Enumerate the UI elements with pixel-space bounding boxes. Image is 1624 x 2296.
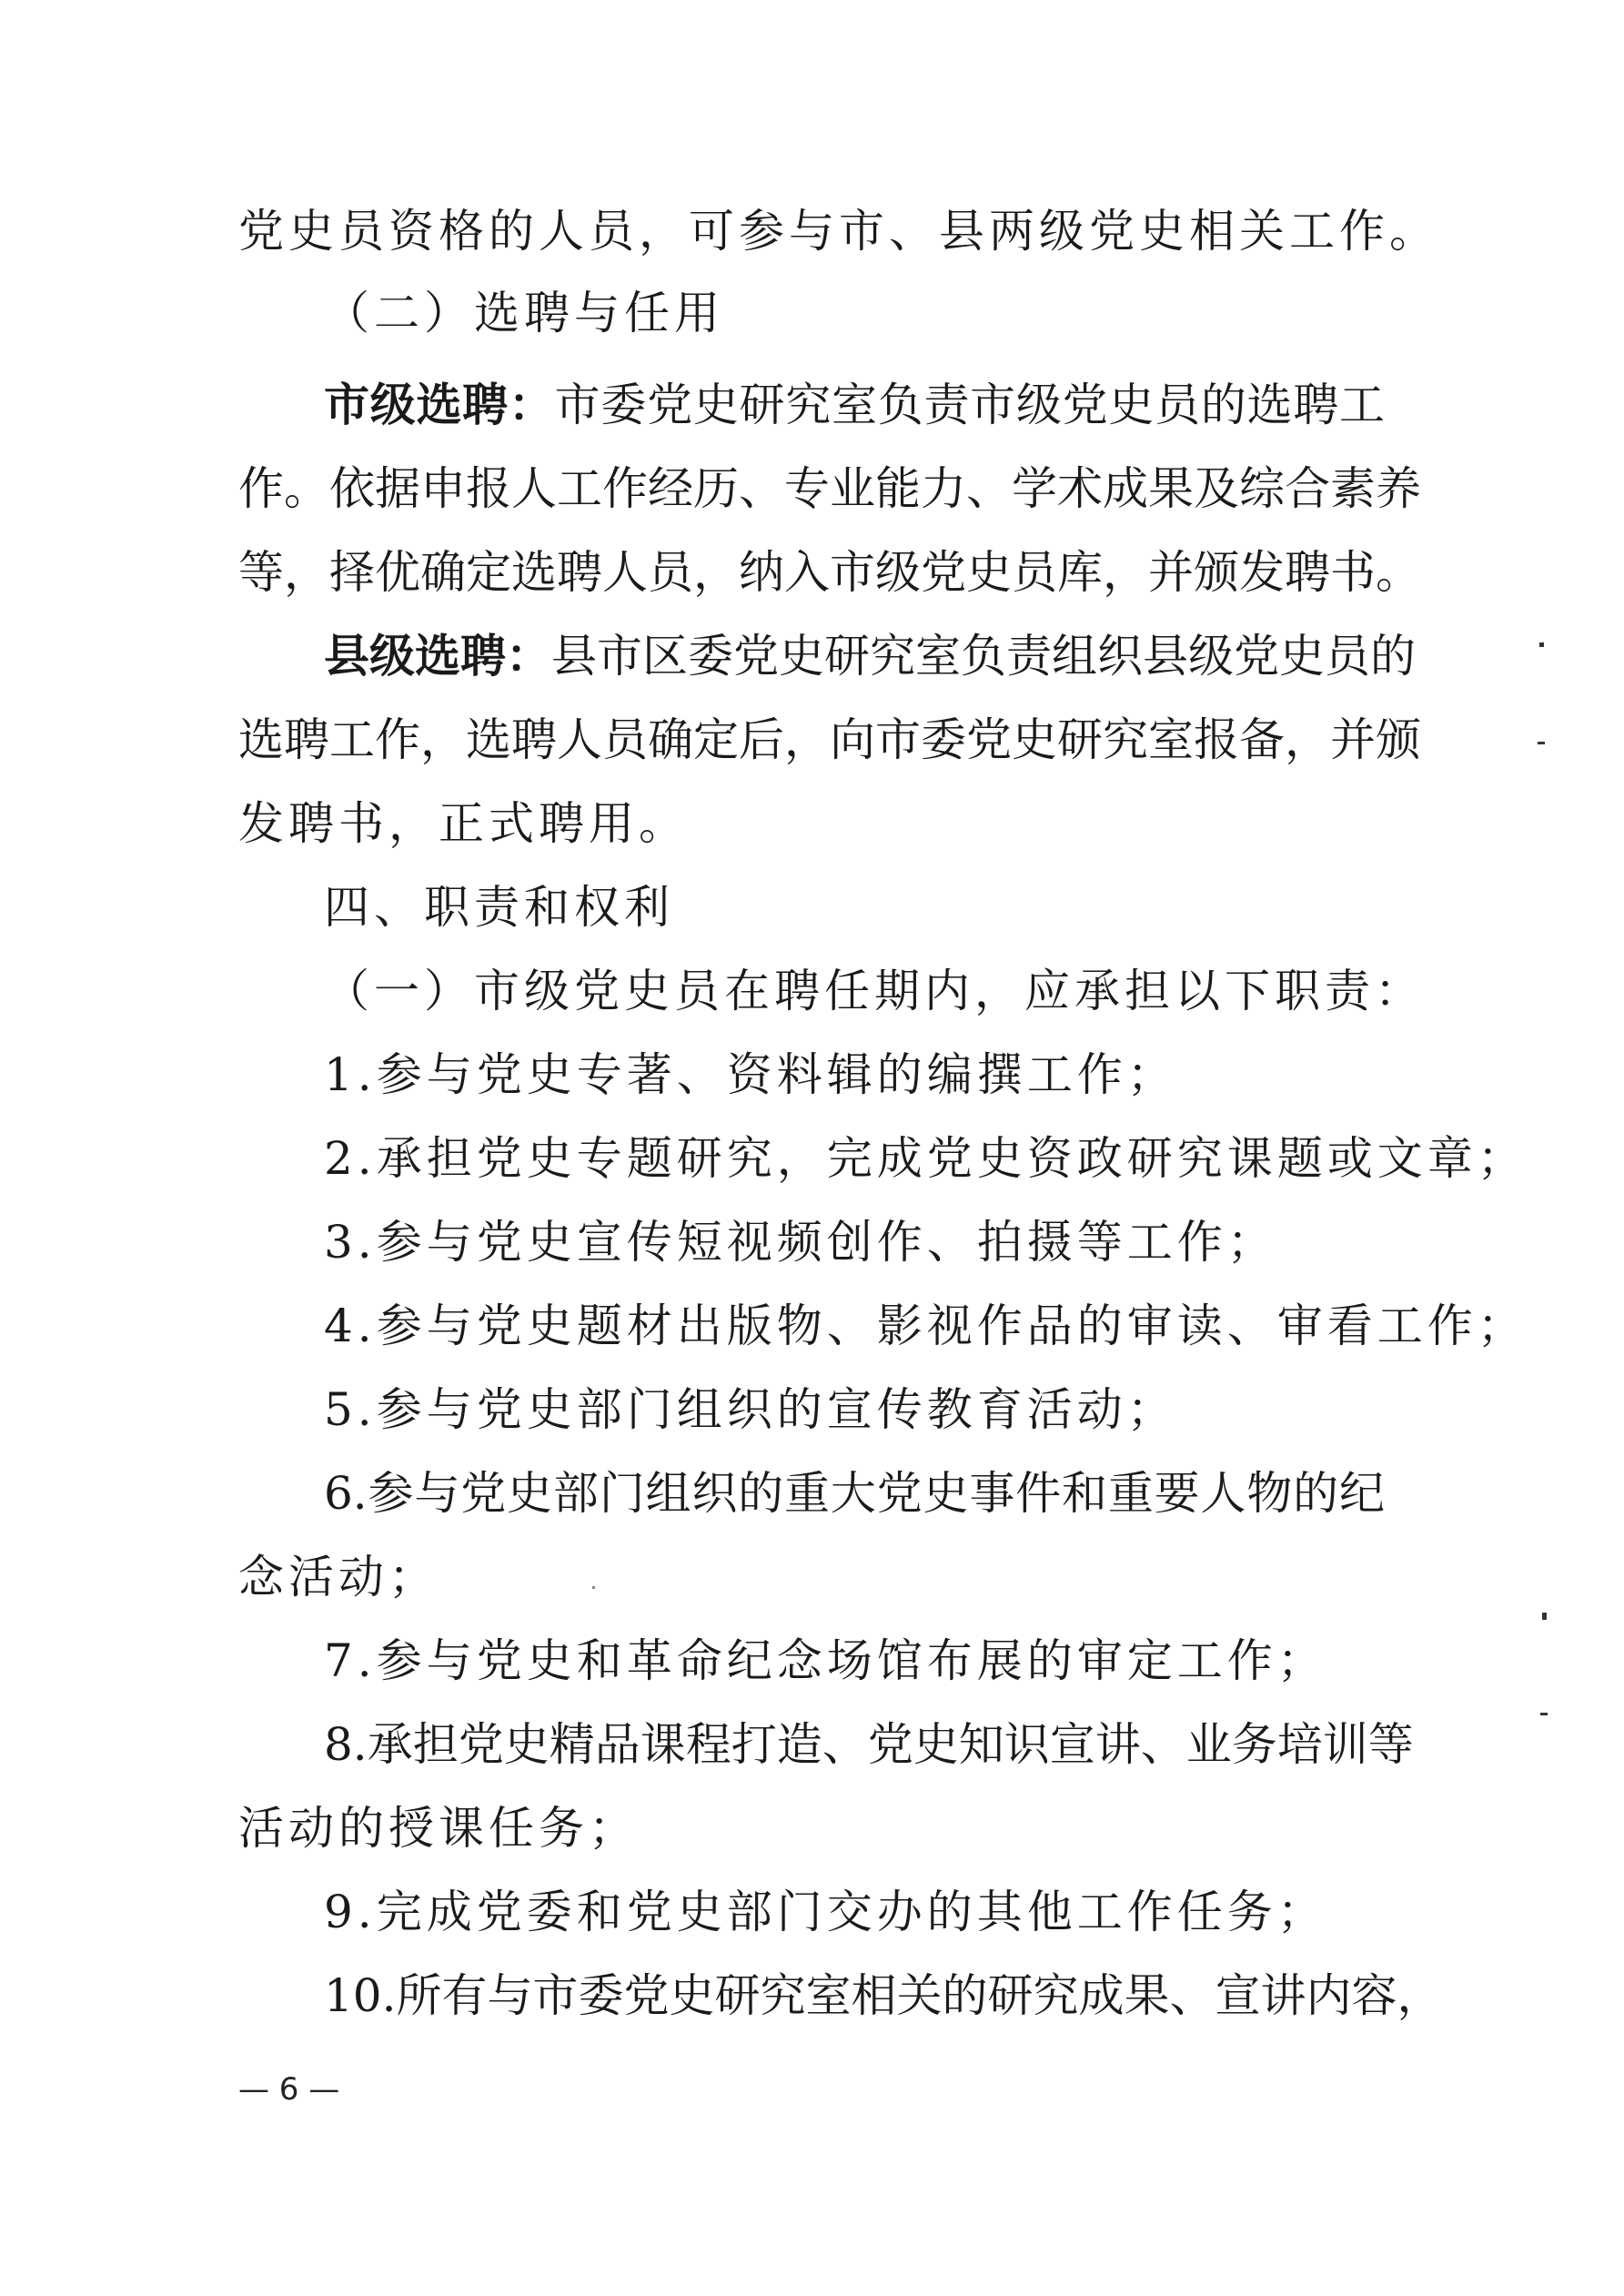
paragraph-line: 选聘工作，选聘人员确定后，向市委党史研究室报备，并颁 bbox=[238, 713, 1421, 766]
paragraph-text: 县市区委党史研究室负责组织县级党史员的 bbox=[551, 630, 1416, 683]
list-item-continuation: 念活动； bbox=[238, 1551, 439, 1603]
list-item: 2.承担党史专题研究，完成党史资政研究课题或文章； bbox=[324, 1132, 1528, 1185]
paragraph-line: 作。依据申报人工作经历、专业能力、学术成果及综合素养 bbox=[238, 462, 1421, 515]
paragraph-line: 等，择优确定选聘人员，纳入市级党史员库，并颁发聘书。 bbox=[238, 546, 1421, 599]
paragraph-text: 市委党史研究室负责市级党史员的选聘工 bbox=[554, 379, 1386, 431]
list-item: 10.所有与市委党史研究室相关的研究成果、宣讲内容， bbox=[324, 1969, 1443, 2022]
paragraph-line bbox=[324, 376, 1385, 434]
list-item: 4.参与党史题材出版物、影视作品的审读、审看工作； bbox=[324, 1300, 1528, 1352]
list-item: 8.承担党史精品课程打造、党史知识宣讲、业务培训等 bbox=[324, 1718, 1414, 1771]
scan-speck bbox=[1540, 1713, 1548, 1715]
list-item-continuation: 活动的授课任务； bbox=[238, 1802, 639, 1855]
scan-speck bbox=[592, 1586, 595, 1589]
list-item: 1.参与党史专著、资料辑的编撰工作； bbox=[324, 1048, 1177, 1101]
list-item: 9.完成党委和党史部门交办的其他工作任务； bbox=[324, 1886, 1327, 1938]
scan-speck bbox=[1538, 742, 1545, 744]
term-city-selection: 市级选聘： bbox=[324, 379, 555, 431]
body-line: 党史员资格的人员，可参与市、县两级党史相关工作。 bbox=[238, 205, 1439, 258]
section-heading: （二）选聘与任用 bbox=[324, 287, 724, 339]
list-item: 3.参与党史宣传短视频创作、拍摄等工作； bbox=[324, 1216, 1277, 1269]
subsection-heading: （一）市级党史员在聘任期内，应承担以下职责： bbox=[324, 965, 1425, 1017]
section-heading: 四、职责和权利 bbox=[324, 881, 674, 934]
list-item: 7.参与党史和革命纪念场馆布展的审定工作； bbox=[324, 1634, 1327, 1687]
page-number: — 6 — bbox=[238, 2071, 340, 2108]
list-item: 6.参与党史部门组织的重大党史事件和重要人物的纪 bbox=[324, 1467, 1385, 1520]
list-item: 5.参与党史部门组织的宣传教育活动； bbox=[324, 1383, 1177, 1436]
paragraph-line: 发聘书，正式聘用。 bbox=[238, 797, 689, 850]
scan-speck bbox=[1539, 642, 1544, 647]
scan-speck bbox=[1542, 1613, 1547, 1620]
term-county-selection: 县级选聘： bbox=[324, 630, 551, 683]
paragraph-line bbox=[324, 627, 1416, 685]
